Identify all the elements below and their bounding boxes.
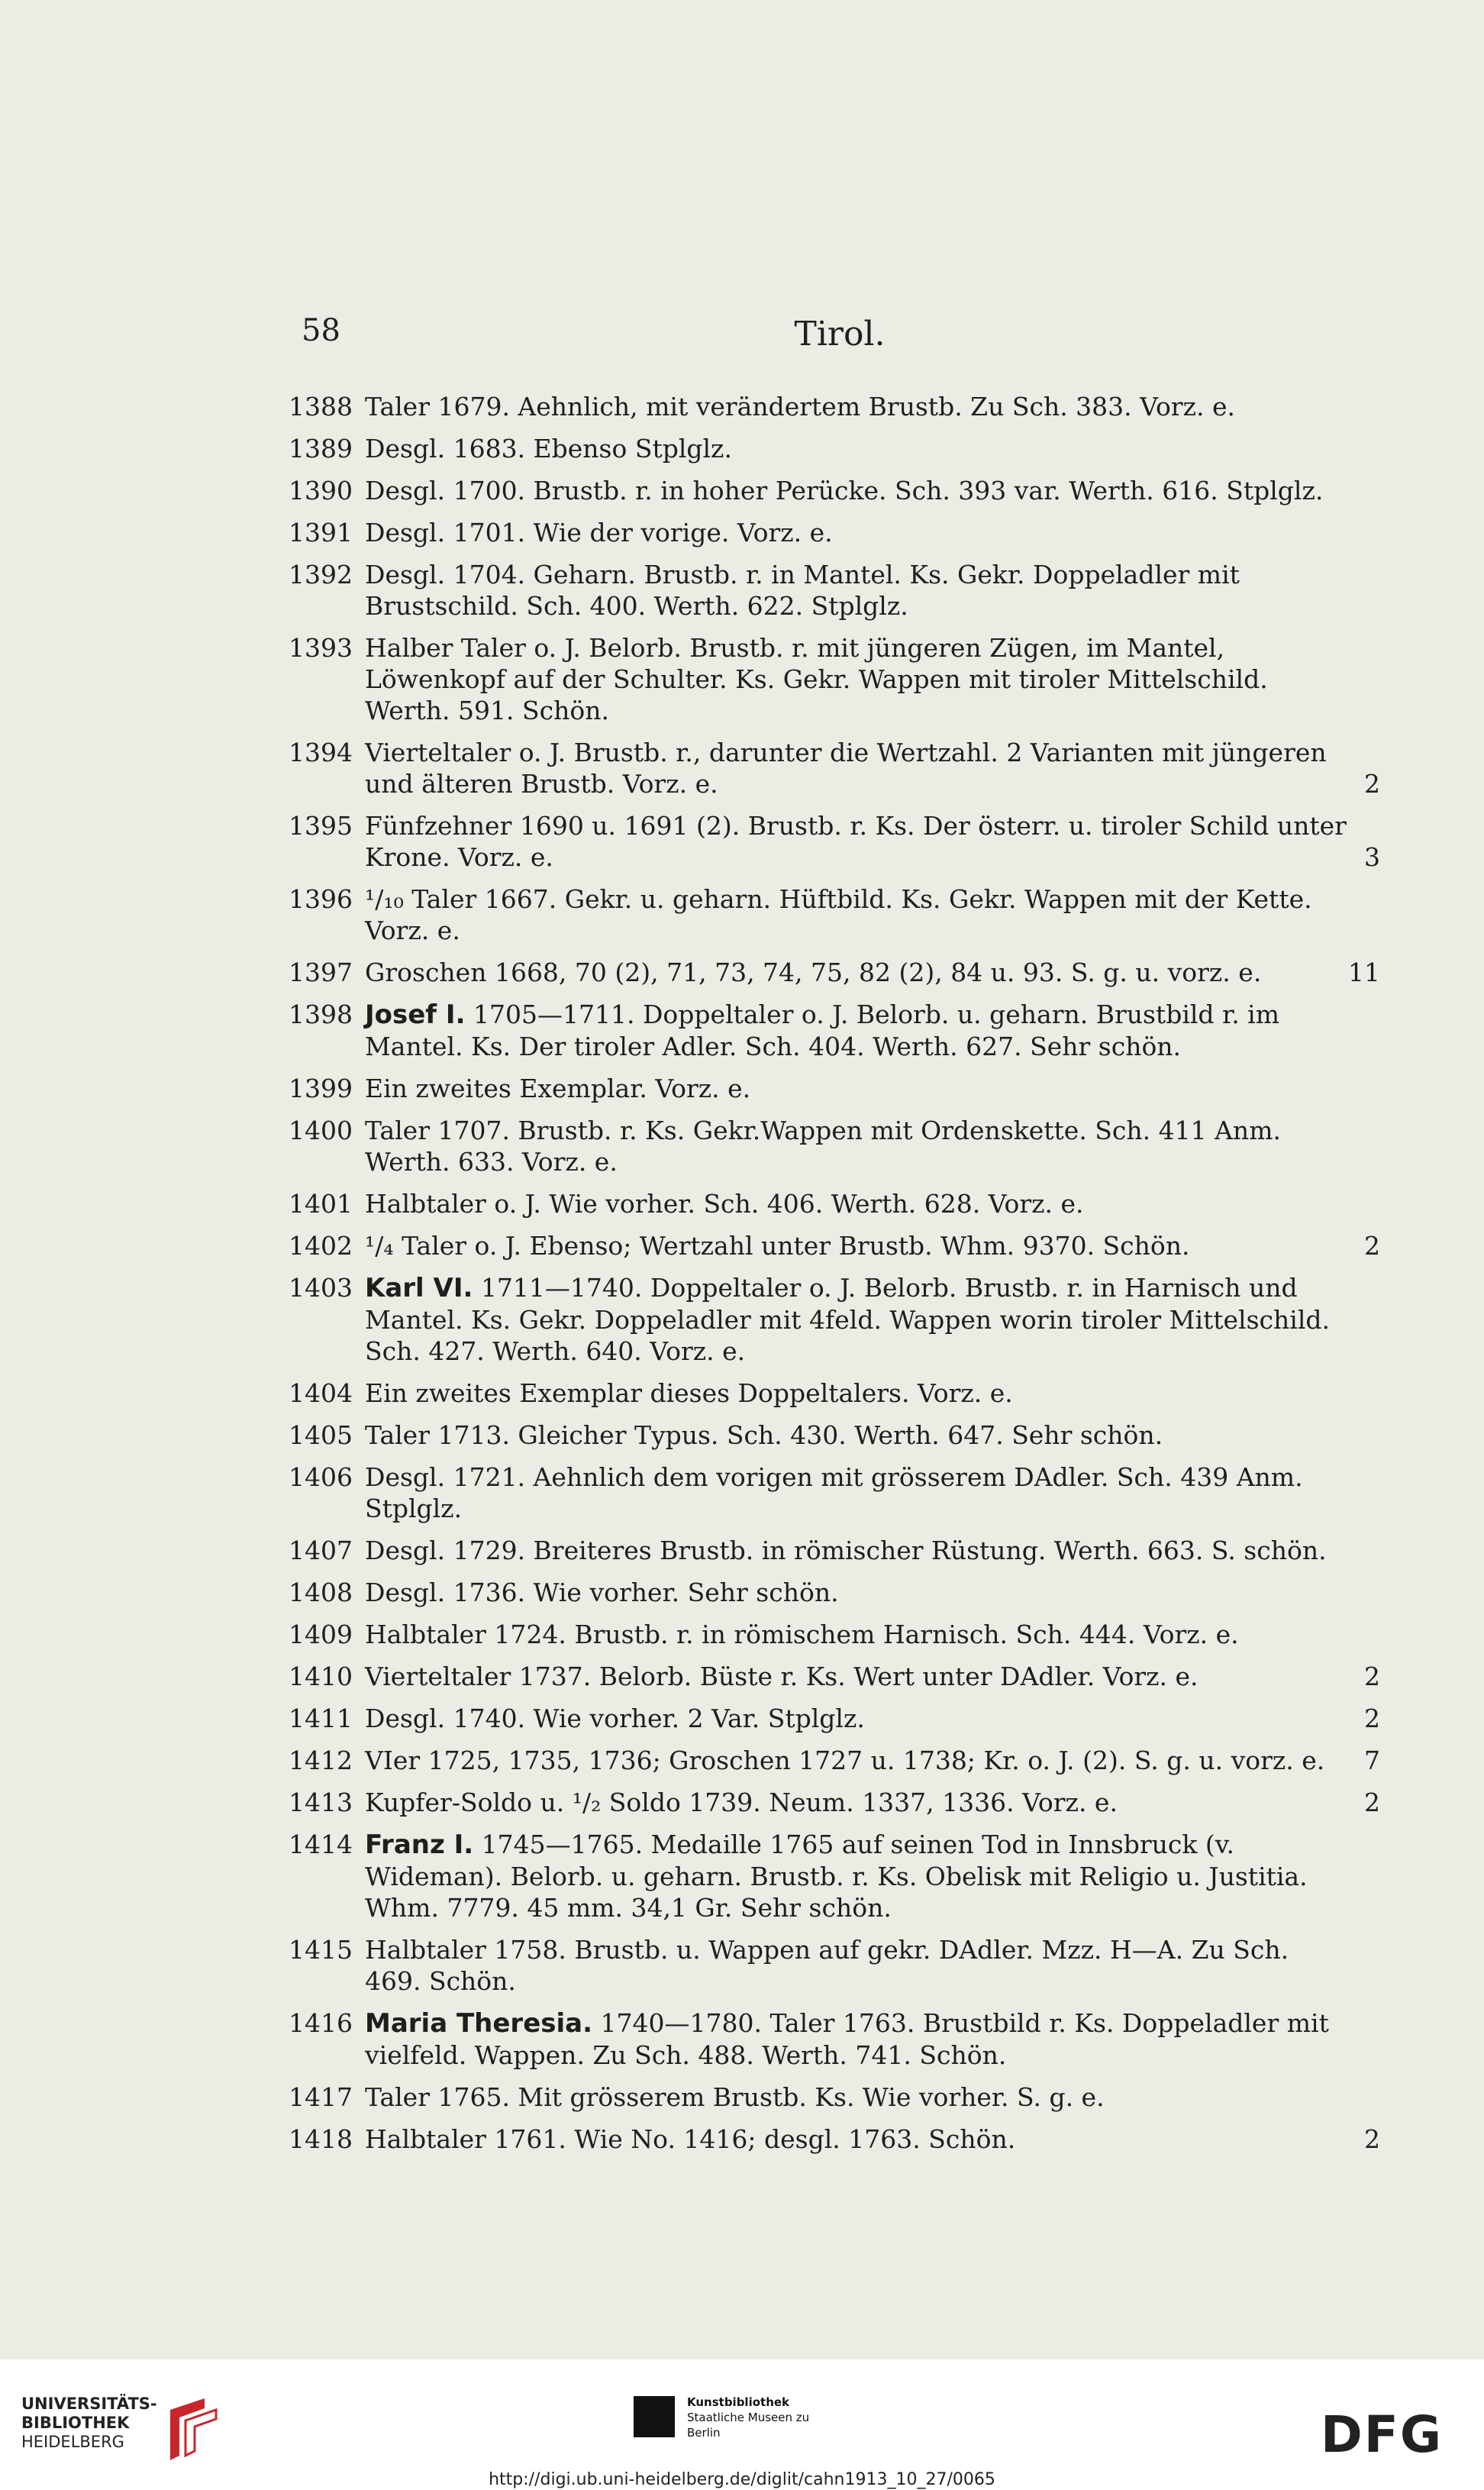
entry-description: ¹/₄ Taler o. J. Ebenso; Wertzahl unter Brustb. Whm. 9370. Schön.: [365, 1231, 1190, 1261]
entry-number: 1415: [289, 1935, 353, 1965]
entry-text: [365, 1272, 1350, 1367]
kb-line-2: Staatliche Museen zu Berlin: [687, 2411, 810, 2440]
entry-description: Fünfzehner 1690 u. 1691 (2). Brustb. r. Ks. Der österr. u. tiroler Schild unter Krone. Vorz. e.: [365, 811, 1347, 872]
entry-description: Taler 1707. Brustb. r. Ks. Gekr.Wappen mit Ordenskette. Sch. 411 Anm. Werth. 633. Vorz. e.: [365, 1116, 1281, 1177]
catalog-entry: [289, 737, 1380, 799]
entry-text: [365, 1461, 1350, 1524]
catalog-entry: [289, 1703, 1380, 1734]
entry-text: [365, 632, 1350, 726]
entry-description: Desgl. 1721. Aehnlich dem vorigen mit grösserem DAdler. Sch. 439 Anm. Stplglz.: [365, 1462, 1303, 1523]
kunstbibliothek-icon: [634, 2396, 675, 2437]
entry-text: [365, 1619, 1350, 1650]
entry-number: 1396: [289, 884, 353, 914]
catalog-entry: [289, 1661, 1380, 1692]
catalog-entry: [289, 1829, 1380, 1923]
entry-description: ¹/₁₀ Taler 1667. Gekr. u. geharn. Hüftbild. Ks. Gekr. Wappen mit der Kette. Vorz. e.: [365, 884, 1312, 945]
catalog-entry: [289, 391, 1380, 422]
entry-number: 1404: [289, 1378, 353, 1408]
entry-description: Desgl. 1700. Brustb. r. in hoher Perücke. Sch. 393 var. Werth. 616. Stplglz.: [365, 476, 1324, 505]
entry-text: [365, 1115, 1350, 1177]
entry-text: [365, 2007, 1350, 2071]
catalog-entry: [289, 1461, 1380, 1524]
catalog-entry: [289, 433, 1380, 464]
entry-description: Taler 1765. Mit grösserem Brustb. Ks. Wie vorher. S. g. e.: [365, 2082, 1105, 2112]
entry-description: 1705—1711. Doppeltaler o. J. Belorb. u. geharn. Brustbild r. im Mantel. Ks. Der tiroler Adler. Sch. 404. Werth. 627. Sehr schön.: [365, 1000, 1280, 1061]
entry-description: Vierteltaler 1737. Belorb. Büste r. Ks. Wert unter DAdler. Vorz. e.: [365, 1662, 1198, 1691]
entry-text: [365, 1787, 1350, 1818]
entry-number: 1409: [289, 1620, 353, 1649]
entry-description: Desgl. 1701. Wie der vorige. Vorz. e.: [365, 518, 833, 547]
catalog-entry: [289, 1230, 1380, 1261]
catalog-entry: [289, 999, 1380, 1062]
entry-text: [365, 1934, 1350, 1997]
entry-number: 1412: [289, 1746, 353, 1775]
entry-description: Halbtaler 1761. Wie No. 1416; desgl. 1763. Schön.: [365, 2124, 1016, 2154]
catalog-entry: [289, 1272, 1380, 1367]
entry-text: [365, 2123, 1350, 2155]
entry-description: 1711—1740. Doppeltaler o. J. Belorb. Brustb. r. in Harnisch und Mantel. Ks. Gekr. Doppeladler mit 4feld. Wappen worin tiroler Mittelschild. Sch. 427. Werth. 640. Vorz. e.: [365, 1273, 1331, 1366]
ruler-name: Karl VI.: [365, 1273, 473, 1303]
catalog-entry: [289, 1934, 1380, 1997]
entry-text: [365, 737, 1350, 799]
entry-text: [365, 1535, 1350, 1566]
entry-number: 1400: [289, 1116, 353, 1145]
catalog-entry: [289, 1619, 1380, 1650]
entry-text: [365, 391, 1350, 422]
entry-text: [365, 1230, 1350, 1261]
source-url[interactable]: http://digi.ub.uni-heidelberg.de/diglit/cahn1913_10_27/0065: [489, 2470, 995, 2489]
entry-text: [365, 475, 1350, 506]
catalog-entry: [289, 559, 1380, 622]
catalog-entry: [289, 1073, 1380, 1104]
catalog-entry: [289, 1745, 1380, 1776]
entry-number: 1407: [289, 1536, 353, 1565]
entry-text: [365, 810, 1350, 873]
entry-number: 1397: [289, 958, 353, 987]
entry-description: Taler 1679. Aehnlich, mit verändertem Brustb. Zu Sch. 383. Vorz. e.: [365, 392, 1235, 421]
entry-description: Halbtaler 1724. Brustb. r. in römischem Harnisch. Sch. 444. Vorz. e.: [365, 1620, 1239, 1649]
entry-number: 1389: [289, 434, 353, 463]
entry-count: 11: [1348, 958, 1380, 987]
catalog-entries: [289, 391, 1380, 2165]
catalog-entry: [289, 1377, 1380, 1409]
ub-line-2: BIBLIOTHEK: [21, 2414, 130, 2432]
entry-count: 7: [1364, 1746, 1380, 1775]
entry-number: 1399: [289, 1074, 353, 1103]
entry-text: [365, 957, 1350, 988]
entry-count: 2: [1364, 769, 1380, 799]
catalog-entry: [289, 2007, 1380, 2071]
entry-description: Desgl. 1704. Geharn. Brustb. r. in Mantel. Ks. Gekr. Doppeladler mit Brustschild. Sch. 400. Werth. 622. Stplglz.: [365, 560, 1240, 621]
entry-count: 3: [1364, 842, 1380, 872]
kunstbibliothek-logo[interactable]: [634, 2390, 832, 2443]
entry-number: 1388: [289, 392, 353, 421]
entry-text: [365, 1188, 1350, 1219]
entry-number: 1406: [289, 1462, 353, 1492]
entry-number: 1413: [289, 1788, 353, 1817]
entry-description: Kupfer-Soldo u. ¹/₂ Soldo 1739. Neum. 1337, 1336. Vorz. e.: [365, 1788, 1118, 1817]
page-number: 58: [302, 313, 340, 348]
entry-description: Halber Taler o. J. Belorb. Brustb. r. mit jüngeren Zügen, im Mantel, Löwenkopf auf der Schulter. Ks. Gekr. Wappen mit tiroler Mittelschild. Werth. 591. Schön.: [365, 633, 1268, 725]
entry-text: [365, 2081, 1350, 2113]
ruler-name: Josef I.: [365, 1000, 466, 1030]
entry-number: 1390: [289, 476, 353, 505]
entry-text: [365, 433, 1350, 464]
entry-text: [365, 1703, 1350, 1734]
catalog-entry: [289, 1188, 1380, 1219]
entry-text: [365, 559, 1350, 622]
entry-text: [365, 1745, 1350, 1776]
entry-number: 1418: [289, 2124, 353, 2154]
entry-count: 2: [1364, 1662, 1380, 1691]
entry-count: 2: [1364, 1704, 1380, 1733]
catalog-entry: [289, 2081, 1380, 2113]
entry-description: Halbtaler o. J. Wie vorher. Sch. 406. Werth. 628. Vorz. e.: [365, 1189, 1084, 1219]
entry-count: 2: [1364, 2124, 1380, 2154]
entry-number: 1411: [289, 1704, 353, 1733]
ub-line-1: UNIVERSITÄTS-: [21, 2395, 157, 2413]
entry-number: 1398: [289, 1000, 353, 1029]
footer: [0, 2359, 1484, 2490]
catalog-entry: [289, 1787, 1380, 1818]
entry-text: [365, 1419, 1350, 1451]
entry-number: 1410: [289, 1662, 353, 1691]
entry-number: 1416: [289, 2008, 353, 2038]
entry-number: 1391: [289, 518, 353, 547]
entry-text: [365, 517, 1350, 548]
entry-text: [365, 1661, 1350, 1692]
catalog-entry: [289, 1115, 1380, 1177]
catalog-entry: [289, 1577, 1380, 1608]
entry-description: VIer 1725, 1735, 1736; Groschen 1727 u. 1738; Kr. o. J. (2). S. g. u. vorz. e.: [365, 1746, 1325, 1775]
entry-description: Desgl. 1683. Ebenso Stplglz.: [365, 434, 732, 463]
catalog-entry: [289, 2123, 1380, 2155]
entry-number: 1395: [289, 811, 353, 841]
ub-emblem-icon: [163, 2395, 224, 2463]
ruler-name: Maria Theresia.: [365, 2008, 593, 2039]
entry-text: [365, 883, 1350, 946]
entry-text: [365, 1073, 1350, 1104]
entry-description: Ein zweites Exemplar dieses Doppeltalers. Vorz. e.: [365, 1378, 1013, 1408]
entry-description: Groschen 1668, 70 (2), 71, 73, 74, 75, 82 (2), 84 u. 93. S. g. u. vorz. e.: [365, 958, 1262, 987]
page-header: [302, 305, 1378, 359]
entry-number: 1402: [289, 1231, 353, 1261]
catalog-entry: [289, 810, 1380, 873]
entry-description: Ein zweites Exemplar. Vorz. e.: [365, 1074, 751, 1103]
catalog-entry: [289, 883, 1380, 946]
entry-text: [365, 1377, 1350, 1409]
kb-line-1: Kunstbibliothek: [687, 2395, 790, 2409]
entry-count: 2: [1364, 1231, 1380, 1261]
catalog-entry: [289, 1535, 1380, 1566]
entry-count: 2: [1364, 1788, 1380, 1817]
page-title: Tirol.: [794, 315, 886, 354]
entry-description: Taler 1713. Gleicher Typus. Sch. 430. Werth. 647. Sehr schön.: [365, 1420, 1163, 1450]
entry-text: [365, 1577, 1350, 1608]
entry-number: 1401: [289, 1189, 353, 1219]
ub-line-3: HEIDELBERG: [21, 2433, 124, 2451]
entry-number: 1414: [289, 1830, 353, 1859]
entry-number: 1417: [289, 2082, 353, 2112]
entry-number: 1405: [289, 1420, 353, 1450]
entry-number: 1408: [289, 1578, 353, 1607]
entry-description: 1740—1780. Taler 1763. Brustbild r. Ks. Doppeladler mit vielfeld. Wappen. Zu Sch. 488. Werth. 741. Schön.: [365, 2008, 1329, 2070]
entry-text: [365, 1829, 1350, 1923]
ruler-name: Franz I.: [365, 1830, 474, 1860]
entry-description: Desgl. 1740. Wie vorher. 2 Var. Stplglz.: [365, 1704, 865, 1733]
entry-description: Desgl. 1729. Breiteres Brustb. in römischer Rüstung. Werth. 663. S. schön.: [365, 1536, 1327, 1565]
catalog-entry: [289, 475, 1380, 506]
entry-number: 1392: [289, 560, 353, 589]
catalog-entry: [289, 1419, 1380, 1451]
catalog-entry: [289, 632, 1380, 726]
dfg-logo[interactable]: DFG: [1321, 2405, 1444, 2464]
ub-heidelberg-logo[interactable]: [21, 2395, 220, 2471]
entry-number: 1394: [289, 738, 353, 767]
entry-description: Halbtaler 1758. Brustb. u. Wappen auf gekr. DAdler. Mzz. H—A. Zu Sch. 469. Schön.: [365, 1935, 1289, 1996]
entry-number: 1403: [289, 1273, 353, 1303]
catalog-entry: [289, 517, 1380, 548]
catalog-entry: [289, 957, 1380, 988]
entry-description: Vierteltaler o. J. Brustb. r., darunter die Wertzahl. 2 Varianten mit jüngeren und älteren Brustb. Vorz. e.: [365, 738, 1327, 799]
entry-description: 1745—1765. Medaille 1765 auf seinen Tod in Innsbruck (v. Wideman). Belorb. u. geharn. Brustb. r. Ks. Obelisk mit Religio u. Justitia. Whm. 7779. 45 mm. 34,1 Gr. Sehr schön.: [365, 1830, 1308, 1923]
entry-number: 1393: [289, 633, 353, 663]
entry-text: [365, 999, 1350, 1062]
entry-description: Desgl. 1736. Wie vorher. Sehr schön.: [365, 1578, 839, 1607]
